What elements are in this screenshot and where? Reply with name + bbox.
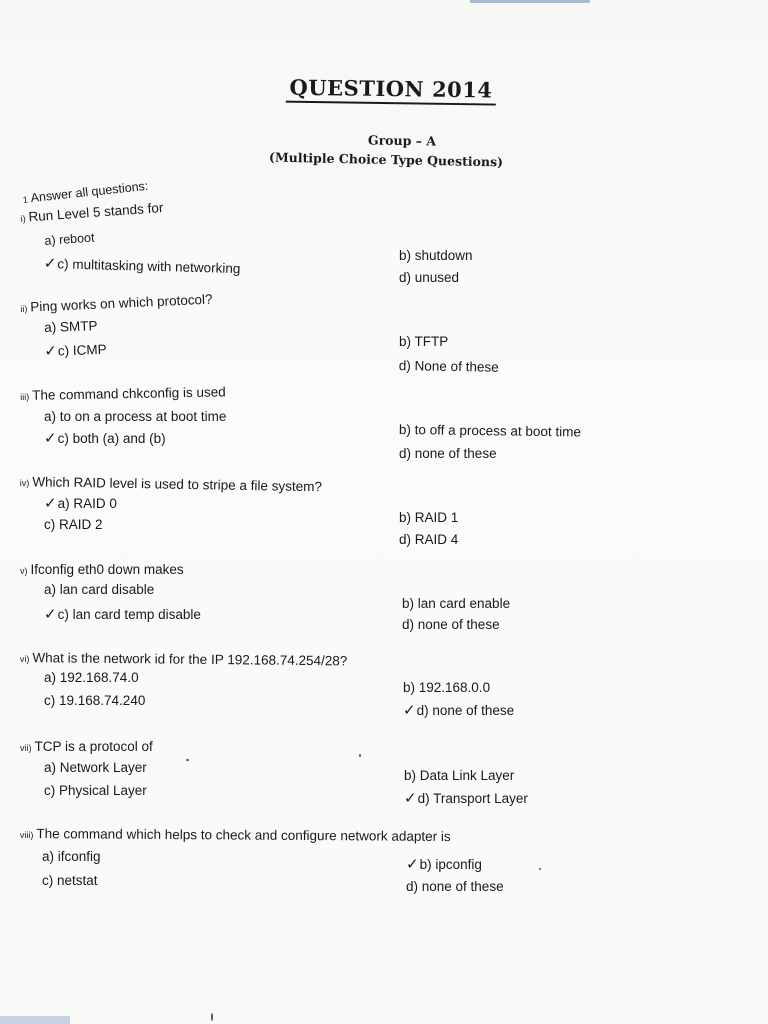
question-3-text bbox=[20, 384, 226, 403]
q3-tick-mark: ✓ bbox=[44, 430, 57, 447]
page-title bbox=[0, 71, 768, 110]
scan-speck bbox=[359, 754, 361, 757]
question-5-stem: Ifconfig eth0 down makes bbox=[30, 562, 184, 577]
q8-option-b-text: b) ipconfig bbox=[419, 857, 482, 872]
instruction-text: Answer all questions: bbox=[29, 178, 149, 206]
section-subtitle: (Multiple Choice Type Questions) bbox=[268, 149, 504, 170]
q8-option-b bbox=[406, 855, 482, 873]
question-7-text bbox=[20, 739, 153, 754]
scan-speck bbox=[539, 868, 541, 870]
question-8-text bbox=[20, 826, 451, 844]
q7-option-d-text: d) Transport Layer bbox=[417, 791, 528, 806]
question-7-number: vii) bbox=[20, 743, 32, 753]
question-2-number: ii) bbox=[20, 303, 28, 314]
question-5-number: v) bbox=[20, 566, 28, 576]
question-2 bbox=[20, 272, 659, 315]
q7-option-d bbox=[404, 789, 528, 807]
q3-option-c bbox=[44, 429, 166, 447]
page-title-text: QUESTION 2014 bbox=[285, 75, 496, 106]
bottom-edge-mark bbox=[0, 1016, 70, 1024]
q7-option-c: c) Physical Layer bbox=[44, 783, 147, 798]
q8-option-d: d) none of these bbox=[406, 879, 504, 894]
q1-option-c bbox=[44, 254, 241, 277]
question-6-text bbox=[20, 650, 348, 668]
question-3-number: iii) bbox=[20, 391, 30, 402]
question-2-text bbox=[20, 292, 213, 315]
q2-option-b: b) TFTP bbox=[399, 334, 449, 349]
instruction-number: 1 bbox=[22, 194, 29, 205]
q2-option-d: d) None of these bbox=[398, 358, 499, 375]
q1-tick-mark: ✓ bbox=[43, 254, 57, 273]
question-7-stem: TCP is a protocol of bbox=[34, 739, 153, 754]
q5-option-a: a) lan card disable bbox=[44, 582, 155, 597]
q5-option-b: b) lan card enable bbox=[402, 596, 511, 611]
q7-option-a: a) Network Layer bbox=[44, 760, 147, 775]
q5-tick-mark: ✓ bbox=[44, 606, 57, 623]
q6-option-a: a) 192.168.74.0 bbox=[44, 670, 139, 685]
q4-option-b: b) RAID 1 bbox=[399, 510, 459, 525]
top-edge-mark bbox=[470, 0, 590, 3]
q6-option-d bbox=[403, 701, 514, 719]
question-6-number: vi) bbox=[19, 653, 30, 665]
q4-option-d: d) RAID 4 bbox=[399, 532, 459, 547]
q5-option-d: d) none of these bbox=[402, 617, 500, 632]
q2-option-c-text: c) ICMP bbox=[57, 341, 107, 359]
question-6-stem: What is the network id for the IP 192.168.74.254/28? bbox=[32, 650, 348, 669]
q4-tick-mark: ✓ bbox=[44, 495, 57, 512]
scan-speck bbox=[211, 1013, 213, 1021]
question-3-stem: The command chkconfig is used bbox=[31, 384, 226, 403]
scan-speck bbox=[186, 759, 189, 761]
q8-option-a: a) ifconfig bbox=[42, 849, 101, 864]
question-8-stem: The command which helps to check and configure network adapter is bbox=[36, 826, 451, 845]
q7-option-b: b) Data Link Layer bbox=[404, 768, 515, 783]
q1-option-d: d) unused bbox=[399, 270, 460, 285]
q5-option-c bbox=[44, 605, 201, 623]
q1-option-b: b) shutdown bbox=[399, 248, 473, 263]
question-2-stem: Ping works on which protocol? bbox=[29, 291, 213, 315]
question-4 bbox=[19, 474, 660, 495]
q3-option-c-text: c) both (a) and (b) bbox=[57, 431, 166, 446]
q5-option-c-text: c) lan card temp disable bbox=[57, 607, 201, 622]
question-1-stem: Run Level 5 stands for bbox=[27, 200, 164, 225]
q3-option-d: d) none of these bbox=[399, 446, 497, 461]
question-3 bbox=[20, 377, 660, 403]
q1-option-c-text: c) multitasking with networking bbox=[57, 256, 241, 277]
q6-option-c: c) 19.168.74.240 bbox=[44, 693, 146, 708]
question-1-number: i) bbox=[20, 213, 26, 224]
q4-option-a bbox=[44, 494, 117, 512]
q6-option-b: b) 192.168.0.0 bbox=[403, 680, 491, 695]
question-4-text bbox=[20, 474, 322, 494]
q4-option-c: c) RAID 2 bbox=[44, 517, 103, 532]
q2-option-c bbox=[44, 340, 107, 360]
question-4-stem: Which RAID level is used to stripe a file system? bbox=[32, 474, 323, 495]
question-8 bbox=[19, 826, 660, 845]
q8-option-c: c) netstat bbox=[42, 873, 98, 888]
group-heading: Group – A bbox=[367, 132, 437, 149]
q1-option-a: a) reboot bbox=[44, 230, 95, 248]
q6-tick-mark: ✓ bbox=[403, 702, 416, 719]
question-6 bbox=[19, 650, 660, 669]
q7-tick-mark: ✓ bbox=[404, 790, 417, 807]
question-5-text bbox=[20, 562, 184, 577]
q3-option-a: a) to on a process at boot time bbox=[44, 409, 227, 424]
q8-tick-mark: ✓ bbox=[406, 856, 419, 873]
question-4-number: iv) bbox=[19, 477, 30, 489]
q3-option-b: b) to off a process at boot time bbox=[398, 422, 582, 440]
q2-tick-mark: ✓ bbox=[44, 342, 58, 360]
q6-option-d-text: d) none of these bbox=[416, 703, 515, 718]
question-8-number: viii) bbox=[19, 829, 34, 841]
q2-option-a: a) SMTP bbox=[44, 318, 98, 335]
q4-option-a-text: a) RAID 0 bbox=[57, 496, 117, 511]
